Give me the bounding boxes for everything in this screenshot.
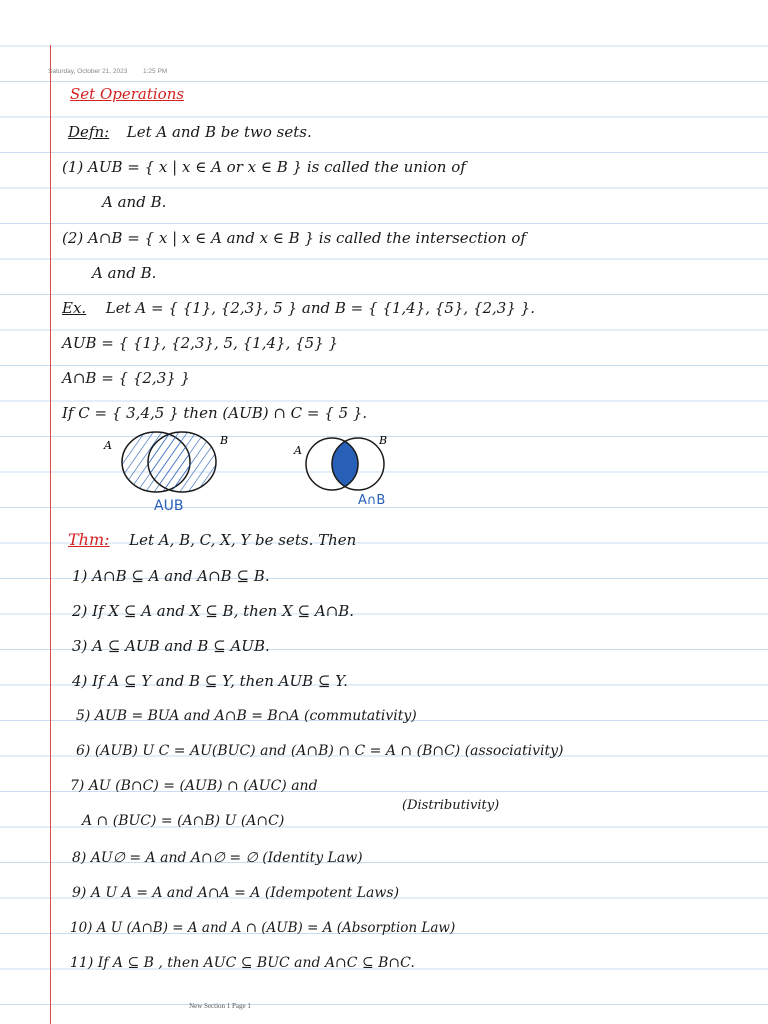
- note-timestamp: [48, 68, 167, 75]
- example-line-4: If C = { 3,4,5 } then (AUB) ∩ C = { 5 }.: [62, 404, 368, 422]
- example-line-2: AUB = { {1}, {2,3}, 5, {1,4}, {5} }: [62, 334, 339, 352]
- margin-line: [50, 45, 51, 1024]
- example-line-1: [62, 298, 535, 318]
- theorem-item-10: 10) A U (A∩B) = A and A ∩ (AUB) = A (Absorption Law): [70, 920, 456, 936]
- example-text: Let A = { {1}, {2,3}, 5 } and B = { {1,4}, {5}, {2,3} }.: [105, 299, 535, 317]
- venn-intersection-diagram: [290, 430, 400, 510]
- note-date: Saturday, October 21, 2023: [48, 68, 128, 75]
- venn-circle-b: [148, 432, 216, 492]
- intersection-definition: (2) A∩B = { x | x ∈ A and x ∈ B } is called the intersection of: [62, 229, 526, 247]
- venn-label-a: A: [104, 439, 112, 452]
- theorem-item-1: 1) A∩B ⊆ A and A∩B ⊆ B.: [72, 567, 270, 585]
- definition-intro: [68, 122, 312, 142]
- theorem-item-8: 8) AU∅ = A and A∩∅ = ∅ (Identity Law): [72, 850, 363, 866]
- theorem-item-2: 2) If X ⊆ A and X ⊆ B, then X ⊆ A∩B.: [72, 602, 355, 620]
- theorem-text: Let A, B, C, X, Y be sets. Then: [129, 531, 357, 549]
- venn-label-b: B: [379, 434, 388, 447]
- page-title: Set Operations: [70, 85, 185, 103]
- theorem-item-9: 9) A U A = A and A∩A = A (Idempotent Laws): [72, 885, 400, 901]
- distributivity-label: (Distributivity): [402, 798, 500, 813]
- theorem-item-11: 11) If A ⊆ B , then AUC ⊆ BUC and A∩C ⊆ B∩C.: [70, 955, 415, 971]
- theorem-label: Thm:: [68, 530, 110, 549]
- intersection-definition-cont: A and B.: [92, 264, 157, 282]
- venn-union-diagram: [96, 428, 236, 518]
- example-label: Ex.: [62, 299, 87, 317]
- venn-label-a: A: [294, 444, 302, 457]
- definition-text: Let A and B be two sets.: [126, 123, 312, 141]
- union-definition: (1) AUB = { x | x ∈ A or x ∈ B } is called the union of: [62, 158, 466, 176]
- definition-label: Defn:: [68, 123, 110, 141]
- venn-caption-intersection: A∩B: [358, 493, 386, 508]
- venn-caption-union: AUB: [154, 498, 184, 514]
- theorem-item-5: 5) AUB = BUA and A∩B = B∩A (commutativity): [76, 708, 417, 724]
- theorem-item-4: 4) If A ⊆ Y and B ⊆ Y, then AUB ⊆ Y.: [72, 672, 348, 690]
- example-line-3: A∩B = { {2,3} }: [62, 369, 191, 387]
- page-footer: New Section 1 Page 1: [189, 1002, 251, 1010]
- union-definition-cont: A and B.: [102, 193, 167, 211]
- theorem-intro: [68, 530, 356, 550]
- theorem-item-6: 6) (AUB) U C = AU(BUC) and (A∩B) ∩ C = A ∩ (B∩C) (associativity): [76, 743, 564, 759]
- theorem-item-7: 7) AU (B∩C) = (AUB) ∩ (AUC) and: [70, 778, 318, 794]
- note-time: 1:25 PM: [143, 68, 168, 75]
- theorem-item-3: 3) A ⊆ AUB and B ⊆ AUB.: [72, 637, 270, 655]
- venn-label-b: B: [220, 434, 229, 447]
- theorem-item-7-cont: A ∩ (BUC) = (A∩B) U (A∩C): [82, 813, 285, 829]
